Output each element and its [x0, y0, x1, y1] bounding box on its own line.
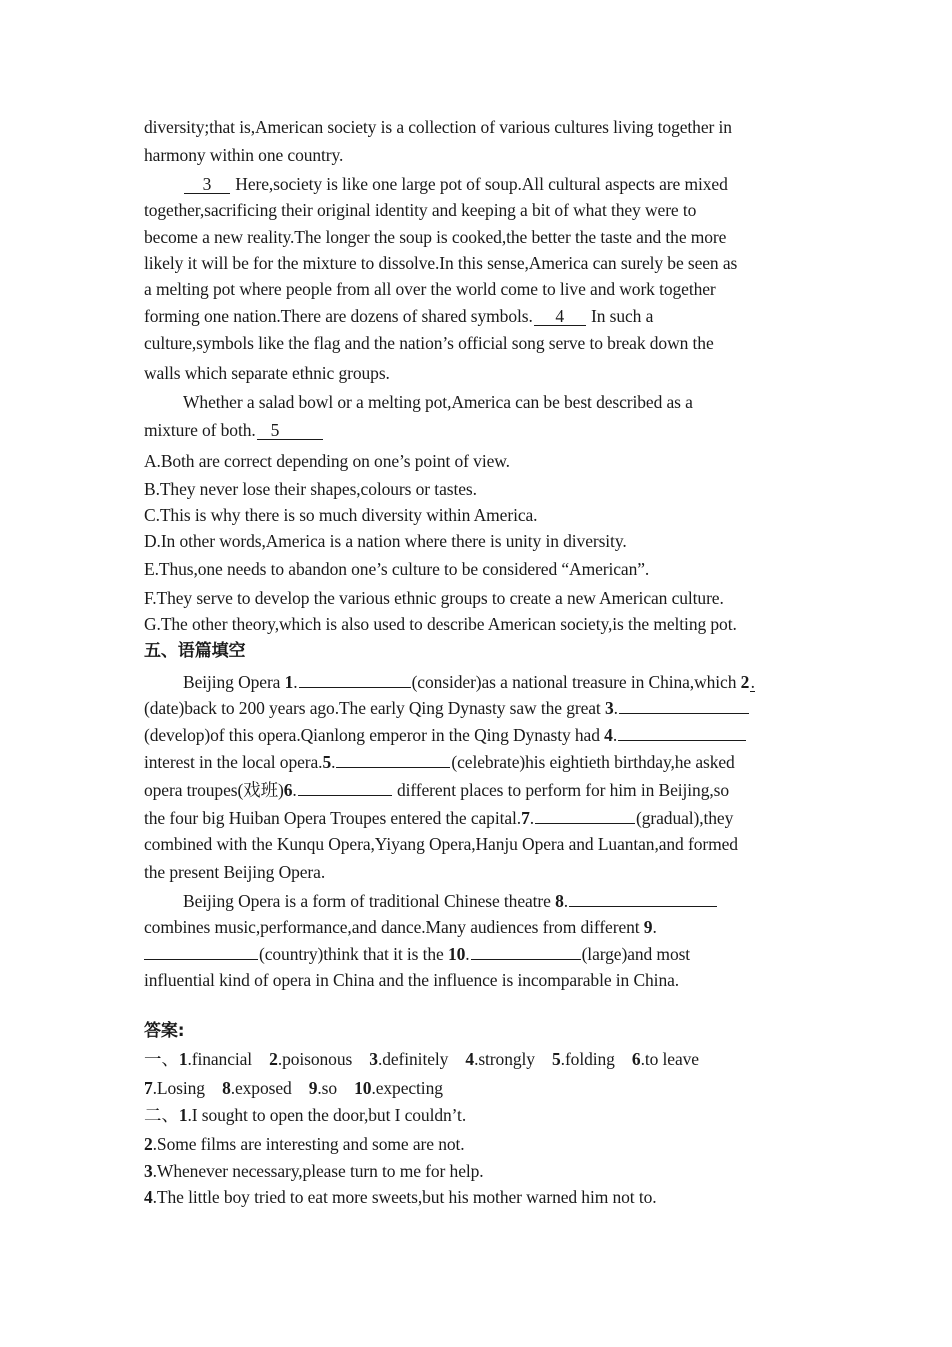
cloze-line: (develop)of this opera.Qianlong emperor in the Qing Dynasty had 4. — [144, 723, 814, 746]
answers-part1-line1 — [144, 1048, 814, 1070]
cloze-line — [144, 969, 814, 991]
answer-blank[interactable] — [618, 723, 746, 741]
answers-title: 答案: — [144, 1021, 185, 1041]
answer-number: 10 — [354, 1078, 372, 1098]
text: combines music,performance,and dance.Many audiences from different — [144, 917, 644, 937]
cloze-line: the four big Huiban Opera Troupes entered the capital.7. (gradual),they — [144, 808, 734, 828]
text: interest in the local opera. — [144, 752, 323, 772]
section-heading: 五、语篇填空 — [144, 641, 246, 661]
text: culture,symbols like the flag and the nation’s official song serve to break down the — [144, 333, 714, 353]
blank-number: 9 — [643, 917, 653, 937]
answer-blank[interactable] — [471, 942, 581, 960]
text: (develop)of this opera.Qianlong emperor in the Qing Dynasty had — [144, 725, 605, 745]
passage-line — [144, 144, 814, 166]
option-b: B.They never lose their shapes,colours or tastes. — [144, 479, 477, 499]
passage-line — [144, 278, 814, 300]
text: In such a — [591, 306, 654, 326]
cloze-line: opera troupes(戏班)6. different places to perform for him in Beijing,so — [144, 780, 729, 800]
text: (gradual),they — [636, 808, 734, 828]
answer-text: .financial — [187, 1049, 253, 1069]
passage-line — [144, 116, 814, 138]
text: (celebrate)his eightieth birthday,he asked — [451, 752, 735, 772]
blank-number: 2 — [740, 672, 750, 692]
answer-text: .folding — [560, 1049, 615, 1069]
text: Whether a salad bowl or a melting pot,America can be best described as a — [183, 392, 693, 412]
answer-number: 2 — [269, 1049, 278, 1069]
text: diversity;that is,American society is a collection of various cultures living together in — [144, 117, 732, 137]
answer-number: 7 — [144, 1078, 153, 1098]
blank-number: 4 — [604, 725, 613, 745]
answers-part2-line1 — [144, 1104, 814, 1126]
answer-number: 4 — [465, 1049, 475, 1069]
part-label: 二、 — [144, 1105, 179, 1125]
answer-text: .to leave — [640, 1049, 699, 1069]
text: the four big Huiban Opera Troupes entered the capital. — [144, 808, 522, 828]
answers-part2-line4 — [144, 1186, 814, 1208]
answer-text: .exposed — [230, 1078, 292, 1098]
answers-part2-line3 — [144, 1160, 814, 1182]
option-g: G.The other theory,which is also used to describe American society,is the melting pot. — [144, 614, 737, 634]
answer-text: .Losing — [152, 1078, 205, 1098]
answer-number: 3 — [144, 1161, 153, 1181]
answers-part2-line2 — [144, 1133, 814, 1155]
cloze-line: Beijing Opera 1. (consider)as a national treasure in China,which 2. — [183, 672, 755, 692]
part-label: 一、 — [144, 1049, 179, 1069]
passage-line — [144, 252, 814, 274]
text: together,sacrificing their original identity and keeping a bit of what they were to — [144, 200, 697, 220]
answer-blank[interactable] — [619, 696, 749, 714]
text: harmony within one country. — [144, 145, 344, 165]
answer-text: .definitely — [377, 1049, 449, 1069]
cloze-line: combines music,performance,and dance.Many audiences from different 9. — [144, 917, 657, 937]
text: influential kind of opera in China and the influence is incomparable in China. — [144, 970, 680, 990]
answer-number: 1 — [178, 1049, 188, 1069]
option-a: A.Both are correct depending on one’s point of view. — [144, 451, 510, 471]
answer-number: 2 — [144, 1134, 153, 1154]
blank-number: 8 — [555, 891, 564, 911]
answer-number: 9 — [308, 1078, 318, 1098]
option-f: F.They serve to develop the various ethnic groups to create a new American culture. — [144, 588, 724, 608]
blank-number: 3 — [604, 698, 614, 718]
answer-blank[interactable] — [144, 948, 258, 960]
text: become a new reality.The longer the soup is cooked,the better the taste and the more — [144, 227, 727, 247]
option-c: C.This is why there is so much diversity within America. — [144, 505, 538, 525]
cloze-line — [144, 833, 814, 855]
answer-blank[interactable] — [299, 670, 411, 688]
answer-blank[interactable] — [336, 750, 450, 768]
passage-line — [144, 226, 814, 248]
answer-blank[interactable] — [569, 889, 717, 907]
text: (date)back to 200 years ago.The early Qing Dynasty saw the great — [144, 698, 605, 718]
answer-text: .poisonous — [277, 1049, 353, 1069]
cloze-line: (date)back to 200 years ago.The early Qing Dynasty saw the great 3. — [144, 696, 814, 719]
cloze-line: (country)think that it is the 10. (large)and most — [144, 942, 814, 965]
text: (large)and most — [581, 944, 691, 964]
passage-line — [144, 199, 814, 221]
answer-number: 4 — [144, 1187, 153, 1207]
answer-blank-5[interactable]: 5 — [257, 422, 323, 440]
text: opera troupes(戏班) — [144, 780, 284, 800]
answer-blank-3[interactable]: 3 — [184, 176, 230, 194]
answer-text: .Whenever necessary,please turn to me for help. — [152, 1161, 484, 1181]
answer-blank-4[interactable]: 4 — [534, 308, 586, 326]
passage-line — [183, 173, 813, 195]
passage-line — [144, 362, 814, 384]
answer-blank[interactable] — [535, 812, 635, 824]
text: different places to perform for him in Beijing,so — [396, 780, 729, 800]
text: (consider)as a national treasure in China,which — [411, 672, 741, 692]
answer-text: .Some films are interesting and some are not. — [152, 1134, 465, 1154]
answer-number: 1 — [178, 1105, 188, 1125]
passage-line — [144, 419, 814, 441]
answer-blank[interactable]: . — [750, 672, 755, 692]
text: likely it will be for the mixture to dissolve.In this sense,America can surely be seen as — [144, 253, 738, 273]
text: (country)think that it is the — [259, 944, 448, 964]
answer-text: .strongly — [474, 1049, 535, 1069]
answer-text: .so — [317, 1078, 338, 1098]
text: forming one nation.There are dozens of shared symbols. — [144, 306, 533, 326]
passage-line — [144, 305, 814, 327]
text: mixture of both. — [144, 420, 256, 440]
blank-number: 6 — [283, 780, 293, 800]
passage-line — [144, 332, 814, 354]
answer-text: .expecting — [371, 1078, 443, 1098]
cloze-line: Beijing Opera is a form of traditional Chinese theatre 8. — [183, 889, 813, 912]
answer-blank[interactable] — [298, 778, 392, 796]
answers-part1-line2 — [144, 1077, 814, 1099]
answer-text: .I sought to open the door,but I couldn’t. — [187, 1105, 467, 1125]
blank-number: 10 — [447, 944, 466, 964]
text: Beijing Opera is a form of traditional Chinese theatre — [183, 891, 556, 911]
text: walls which separate ethnic groups. — [144, 363, 390, 383]
blank-number: 5 — [322, 752, 332, 772]
option-d: D.In other words,America is a nation where there is unity in diversity. — [144, 531, 627, 551]
answer-number: 5 — [552, 1049, 561, 1069]
text: Beijing Opera — [183, 672, 285, 692]
blank-number: 7 — [521, 808, 530, 828]
answer-number: 3 — [369, 1049, 378, 1069]
blank-number: 1 — [284, 672, 294, 692]
cloze-line: interest in the local opera.5. (celebrate)his eightieth birthday,he asked — [144, 752, 735, 772]
option-e: E.Thus,one needs to abandon one’s culture to be considered “American”. — [144, 559, 650, 579]
cloze-line — [144, 861, 814, 883]
passage-line — [183, 391, 813, 413]
text: a melting pot where people from all over the world come to live and work together — [144, 279, 716, 299]
text: Here,society is like one large pot of soup.All cultural aspects are mixed — [235, 174, 728, 194]
text: the present Beijing Opera. — [144, 862, 326, 882]
answer-number: 6 — [631, 1049, 641, 1069]
text: combined with the Kunqu Opera,Yiyang Opera,Hanju Opera and Luantan,and formed — [144, 834, 738, 854]
answer-number: 8 — [222, 1078, 231, 1098]
answer-text: .The little boy tried to eat more sweets,but his mother warned him not to. — [152, 1187, 657, 1207]
